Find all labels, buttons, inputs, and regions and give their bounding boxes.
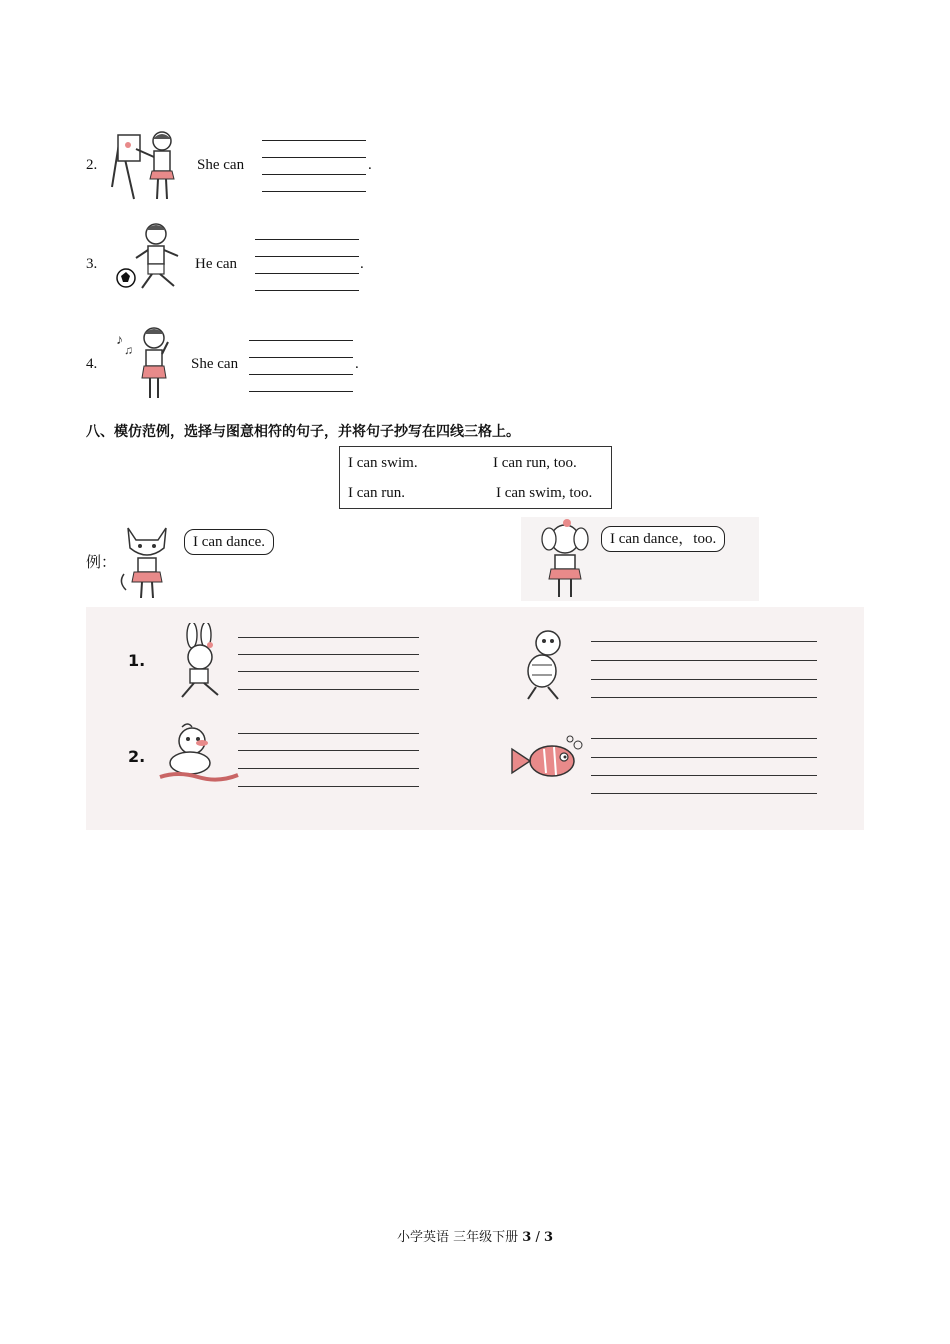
footer-text: 小学英语 三年级下册	[396, 1230, 519, 1245]
item-number: 2.	[86, 157, 98, 173]
task-number: 2.	[128, 747, 146, 766]
girl-painting-icon	[108, 127, 184, 203]
example-right-photo	[521, 517, 759, 601]
sentence-start: She can	[191, 356, 239, 372]
writing-line[interactable]	[238, 786, 419, 787]
writing-line[interactable]	[591, 697, 817, 698]
writing-line[interactable]	[238, 689, 419, 690]
footer-page-number: 3	[522, 1230, 532, 1245]
sentence-period: .	[368, 157, 372, 173]
girl-singing-icon	[114, 322, 184, 402]
writing-line[interactable]	[238, 733, 419, 734]
writing-line[interactable]	[238, 637, 419, 638]
exercise-photo	[86, 607, 864, 830]
speech-bubble: I can dance.	[184, 529, 274, 555]
option-sentence: I can swim.	[348, 455, 418, 471]
item-number: 3.	[86, 256, 98, 272]
turtle-running-icon	[516, 625, 582, 705]
fish-swimming-icon	[506, 731, 588, 787]
option-sentence: I can run, too.	[493, 455, 577, 471]
example-label: 例：	[86, 553, 117, 571]
svg-text:♫: ♫	[124, 343, 133, 357]
writing-line[interactable]	[238, 654, 419, 655]
option-sentence: I can swim, too.	[496, 485, 593, 501]
section-heading: 八、模仿范例，选择与图意相符的句子，并将句子抄写在四线三格上。	[86, 424, 520, 440]
sentence-period: .	[360, 256, 364, 272]
footer-separator: /	[535, 1230, 540, 1245]
writing-line[interactable]	[591, 738, 817, 739]
four-line-writing-area[interactable]	[255, 239, 359, 291]
rabbit-running-icon	[168, 623, 234, 703]
writing-line[interactable]	[591, 757, 817, 758]
item-number: 4.	[86, 356, 98, 372]
writing-line[interactable]	[591, 660, 817, 661]
sentence-start: He can	[195, 256, 238, 272]
writing-line[interactable]	[591, 775, 817, 776]
boy-football-icon	[114, 220, 186, 296]
writing-line[interactable]	[591, 641, 817, 642]
cat-dancing-icon	[114, 518, 180, 602]
sentence-options-box	[339, 446, 612, 509]
sentence-start: She can	[197, 157, 245, 173]
writing-line[interactable]	[591, 793, 817, 794]
svg-text:♪: ♪	[116, 333, 123, 348]
four-line-writing-area[interactable]	[262, 140, 366, 192]
writing-line[interactable]	[238, 671, 419, 672]
writing-line[interactable]	[238, 750, 419, 751]
writing-line[interactable]	[591, 679, 817, 680]
footer-page-total: 3	[543, 1230, 554, 1245]
writing-line[interactable]	[238, 768, 419, 769]
speech-bubble: I can dance，too.	[601, 526, 725, 552]
duck-swimming-icon	[158, 721, 240, 785]
page-footer	[0, 1226, 950, 1245]
task-number: 1.	[128, 651, 146, 670]
sentence-period: .	[355, 356, 359, 372]
option-sentence: I can run.	[348, 485, 406, 501]
four-line-writing-area[interactable]	[249, 340, 353, 392]
elephant-dancing-icon	[531, 517, 601, 601]
